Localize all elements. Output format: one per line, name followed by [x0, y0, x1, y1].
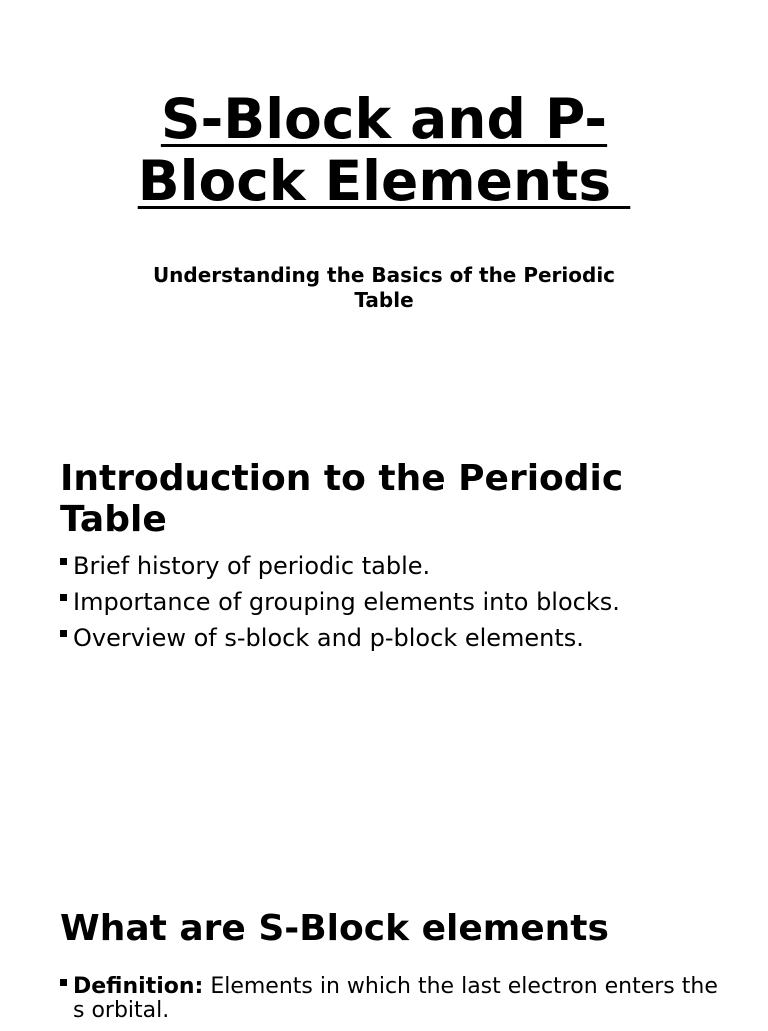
intro-bullet-item [60, 552, 720, 580]
intro-bullet-text: Brief history of periodic table. [73, 552, 431, 580]
slide-title-line-2: Block Elements [137, 149, 631, 213]
slide-title [0, 88, 768, 212]
intro-bullet-list [60, 552, 720, 652]
sblock-bullet-list [60, 975, 720, 1023]
bullet-square-icon [60, 594, 67, 601]
sblock-heading: What are S-Block elements [60, 908, 609, 949]
title-block [0, 88, 768, 212]
intro-bullet-item [60, 588, 720, 616]
intro-bullet-text: Importance of grouping elements into blocks. [73, 588, 620, 616]
bullet-square-icon [60, 558, 67, 565]
slide-subtitle [0, 263, 768, 313]
intro-heading [60, 458, 720, 540]
sblock-bullet-item [60, 975, 720, 1023]
definition-text: Elements in which the last electron enters the s orbital. [73, 974, 718, 1023]
intro-heading-line-2: Table [60, 499, 167, 540]
sblock-section [60, 908, 720, 1031]
bullet-square-icon [60, 630, 67, 637]
intro-section [60, 458, 720, 660]
slide-subtitle-line-2: Table [354, 288, 414, 312]
intro-bullet-item [60, 624, 720, 652]
intro-heading-line-1: Introduction to the Periodic [60, 458, 624, 499]
slide-title-line-1: S-Block and P- [160, 87, 608, 151]
intro-bullet-text: Overview of s-block and p-block elements. [73, 624, 584, 652]
subtitle-block [0, 263, 768, 313]
slide-subtitle-line-1: Understanding the Basics of the Periodic [152, 263, 616, 287]
bullet-square-icon [60, 979, 67, 986]
definition-term: Definition: [73, 974, 204, 999]
